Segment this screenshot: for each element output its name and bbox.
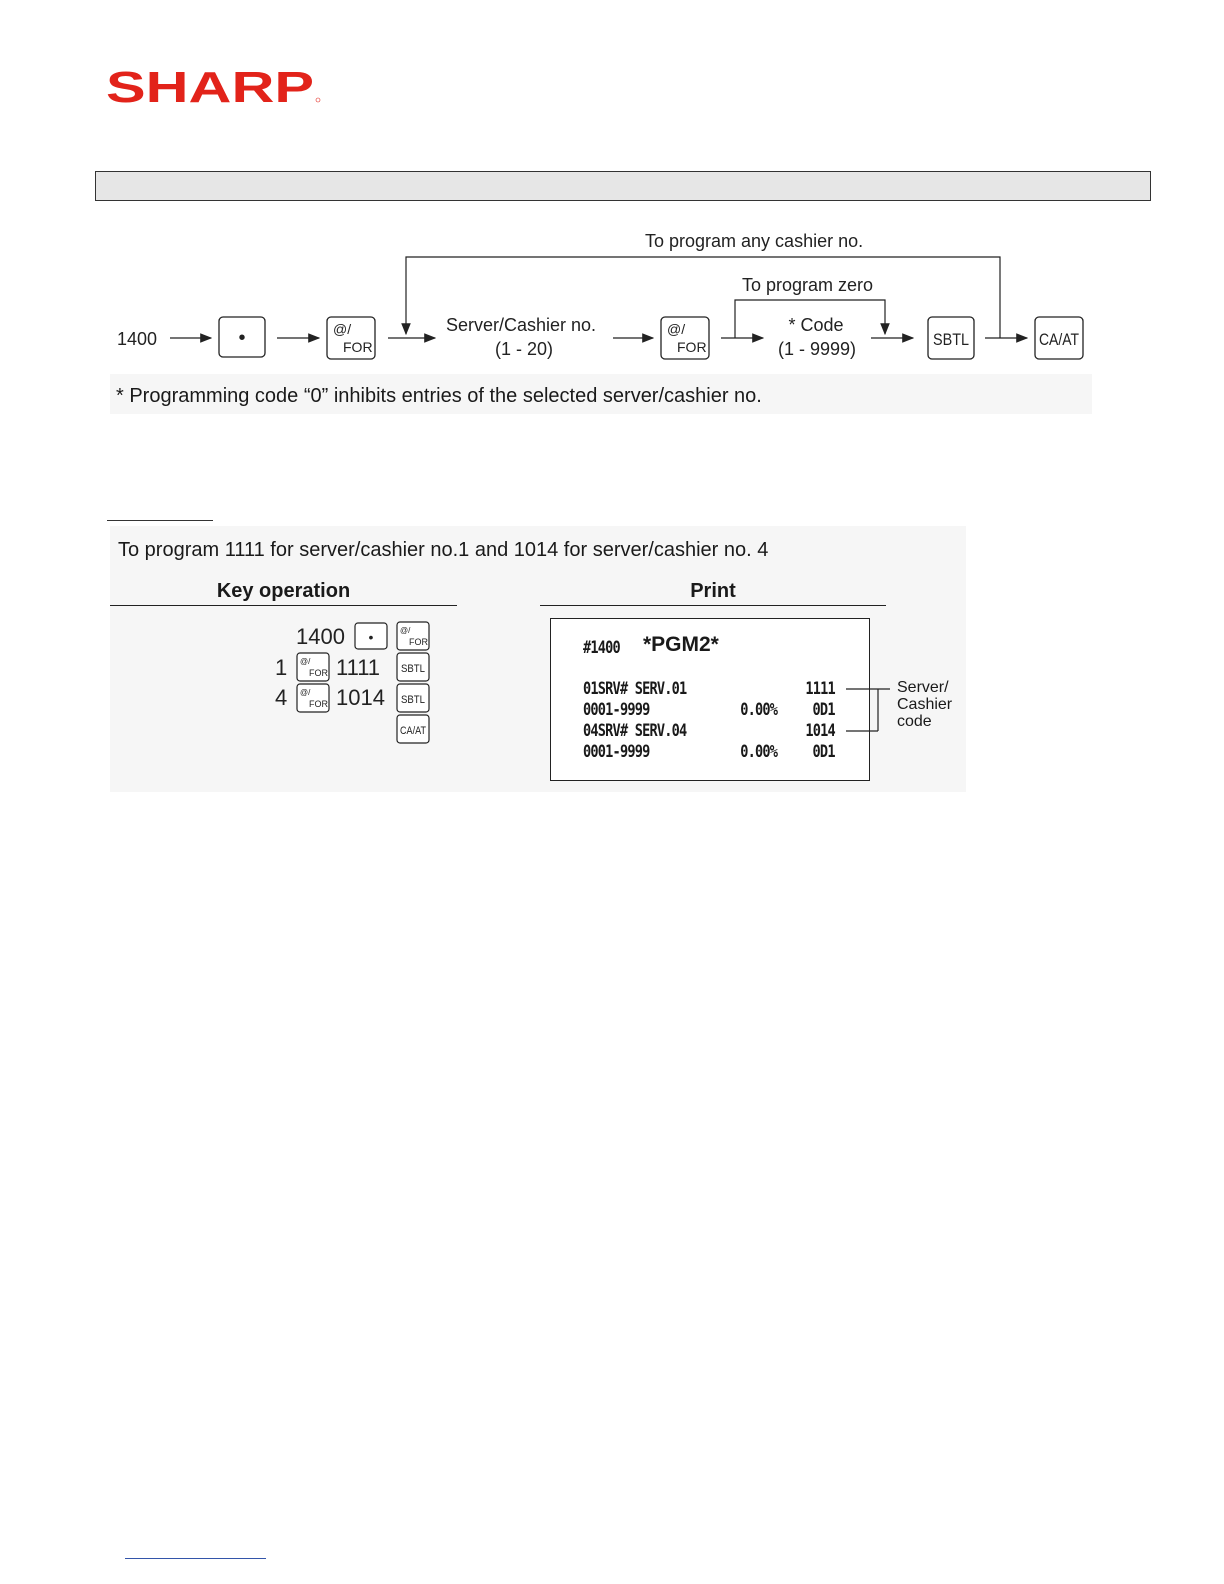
sharp-logo [106, 66, 322, 108]
key-point-label: • [368, 629, 374, 645]
receipt-line-3-left: 04SRV# SERV.04 [583, 721, 687, 741]
row2-prefix: 1 [275, 655, 288, 680]
registered-mark-icon [316, 98, 320, 102]
key-for-top: @/ [300, 688, 311, 697]
receipt-line-3-right: 1014 [805, 721, 835, 741]
zero-label: To program zero [742, 275, 874, 295]
receipt-line-2-left: 0001-9999 [583, 700, 650, 720]
key-caat-label: CA/AT [400, 725, 427, 737]
key-sbtl-label: SBTL [933, 330, 969, 349]
row1-prefix: 1400 [296, 624, 345, 649]
receipt-header-mode: *PGM2* [643, 633, 719, 656]
receipt-header-code: #1400 [583, 638, 620, 658]
key-for-top: @/ [333, 321, 352, 337]
code-range: (1 - 9999) [777, 339, 857, 359]
key-for-bottom: FOR [343, 339, 373, 355]
receipt-printout [550, 618, 870, 781]
flow-footnote: * Programming code “0” inhibits entries of the selected server/cashier no. [116, 385, 762, 407]
server-label: Server/Cashier no. [445, 315, 597, 335]
key-for-bottom: FOR [677, 339, 707, 355]
receipt-line-4-left: 0001-9999 [583, 742, 650, 762]
key-for-top: @/ [667, 321, 686, 337]
callout-line-2: Cashier [897, 696, 953, 713]
key-caat-label: CA/AT [1039, 330, 1079, 349]
row3-prefix: 4 [275, 685, 288, 710]
callout-line-3: code [897, 713, 932, 730]
receipt-line-1-left: 01SRV# SERV.01 [583, 679, 687, 699]
receipt-line-2-mid: 0.00% [740, 700, 777, 720]
receipt-line-4-right: 0D1 [812, 742, 835, 762]
key-operation-sequence [110, 620, 457, 750]
callout-line-1: Server/ [897, 679, 949, 696]
loop-label: To program any cashier no. [645, 231, 864, 251]
receipt-line-2-right: 0D1 [812, 700, 835, 720]
logo-text: SHARP [106, 66, 314, 108]
key-for-top: @/ [400, 626, 411, 635]
row2-value: 1111 [336, 655, 381, 680]
key-for-bottom: FOR [309, 699, 328, 709]
receipt-line-4-mid: 0.00% [740, 742, 777, 762]
key-point-label: • [238, 327, 246, 349]
footer-link-rule [125, 1558, 266, 1559]
server-range: (1 - 20) [494, 339, 554, 359]
key-for-top: @/ [300, 657, 311, 666]
example-heading-rule [107, 520, 213, 521]
key-for-bottom: FOR [409, 637, 428, 647]
receipt-line-1-right: 1111 [805, 679, 835, 699]
key-for-bottom: FOR [309, 668, 328, 678]
key-sbtl-label: SBTL [401, 694, 425, 706]
section-header-bar [95, 171, 1151, 201]
example-title: To program 1111 for server/cashier no.1 and 1014 for server/cashier no. 4 [118, 539, 769, 561]
row3-value: 1014 [336, 685, 385, 710]
print-heading: Print [540, 580, 886, 606]
key-operation-heading: Key operation [110, 580, 457, 606]
code-label: * Code [788, 315, 844, 335]
key-sbtl-label: SBTL [401, 663, 425, 675]
flow-start-code: 1400 [117, 329, 158, 349]
callout-label [897, 679, 952, 730]
